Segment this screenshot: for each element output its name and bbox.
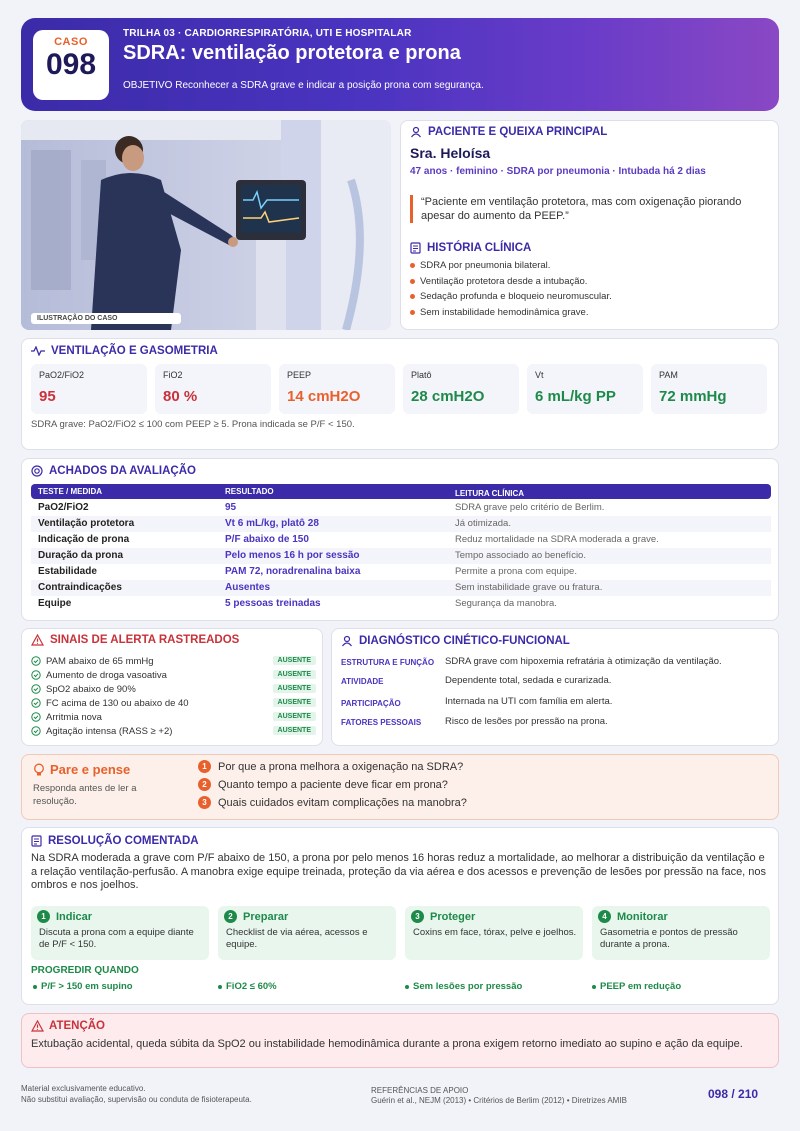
cell-result: Ausentes: [225, 582, 271, 593]
step-card: [405, 906, 583, 960]
alert-text: PAM abaixo de 65 mmHg: [46, 655, 154, 667]
metric-value: 6 mL/kg PP: [535, 388, 616, 405]
ventilation-section-label: VENTILAÇÃO E GASOMETRIA: [51, 345, 218, 357]
attention-title: [31, 1020, 105, 1032]
criterion-text: PEEP em redução: [600, 981, 682, 992]
cell-test: Ventilação protetora: [38, 518, 135, 529]
think-card: [21, 754, 779, 820]
case-label: CASO: [54, 36, 88, 48]
patient-meta: 47 anos · feminino · SDRA por pneumonia · Intubada há 2 dias: [410, 166, 706, 177]
ventilation-section-title: [31, 345, 218, 357]
history-item: [410, 258, 612, 274]
alert-item: [31, 724, 316, 738]
alert-text: Agitação intensa (RASS ≥ +2): [46, 725, 173, 737]
case-header: [21, 18, 779, 111]
check-circle-icon: [31, 684, 41, 694]
alert-item: [31, 710, 316, 724]
cell-result: 95: [225, 502, 237, 513]
step-number: 2: [224, 910, 237, 923]
attention-text: Extubação acidental, queda súbita da SpO2 ou instabilidade hemodinâmica durante a prona exigem retorno imediato ao supino e ação da equipe.: [31, 1038, 743, 1050]
diagnosis-value: Dependente total, sedada e curarizada.: [445, 675, 612, 686]
status-badge: AUSENTE: [273, 684, 316, 693]
cell-reading: Tempo associado ao benefício.: [455, 550, 586, 561]
history-text: Sedação profunda e bloqueio neuromuscular.: [420, 291, 612, 303]
diagnosis-value: Internada na UTI com família em alerta.: [445, 696, 613, 707]
check-circle-icon: [31, 656, 41, 666]
cell-test: Indicação de prona: [38, 534, 130, 545]
metric-peep: [279, 364, 395, 414]
history-text: Ventilação protetora desde a intubação.: [420, 275, 588, 287]
resolution-text: Na SDRA moderada a grave com P/F abaixo de 150, a prona por pelo menos 16 horas reduz a mortalidade, ao melhorar a distribuição da ventilação e a relação ventilação-perfusão. A manobra exige equipe treinada, proteção da via aérea e dos acessos e prevenção de lesões por pressão na face, nos ombros e nos joelhos.: [31, 852, 767, 891]
metric-plato: [403, 364, 519, 414]
bullet-icon: [405, 985, 409, 989]
page-number: 098 / 210: [708, 1087, 759, 1101]
table-row: [31, 548, 771, 564]
history-label: HISTÓRIA CLÍNICA: [427, 242, 532, 254]
history-text: SDRA por pneumonia bilateral.: [420, 260, 551, 272]
disclaimer-line: Material exclusivamente educativo.: [21, 1084, 146, 1093]
progress-criterion: [218, 981, 277, 992]
table-row: [31, 532, 771, 548]
step-card: [218, 906, 396, 960]
think-subtitle: Responda antes de ler a resolução.: [33, 783, 137, 807]
criterion-text: P/F > 150 em supino: [41, 981, 133, 992]
step-title: [37, 910, 92, 923]
cell-reading: Sem instabilidade grave ou fratura.: [455, 582, 603, 593]
table-row: [31, 516, 771, 532]
alert-item: [31, 682, 316, 696]
case-number: 098: [45, 48, 97, 81]
history-item: [410, 289, 612, 305]
progress-criterion: [33, 981, 133, 992]
column-header: TESTE / MEDIDA: [38, 487, 103, 496]
think-title: [33, 762, 130, 777]
history-item: [410, 305, 612, 321]
footer-disclaimer: [21, 1084, 252, 1105]
progress-title: PROGREDIR QUANDO: [31, 965, 139, 976]
objective-text: OBJETIVO Reconhecer a SDRA grave e indicar a posição prona com segurança.: [123, 80, 484, 91]
step-title-text: Preparar: [243, 910, 289, 923]
metric-pao2-fio2: [31, 364, 147, 414]
status-badge: AUSENTE: [273, 698, 316, 707]
metric-value: 72 mmHg: [659, 388, 727, 405]
metric-label: FiO2: [163, 370, 183, 380]
chief-complaint-quote: “Paciente em ventilação protetora, mas com oxigenação piorando apesar do aumento da PEEP.”: [410, 195, 765, 223]
findings-section-label: ACHADOS DA AVALIAÇÃO: [49, 465, 196, 477]
patient-section-label: PACIENTE E QUEIXA PRINCIPAL: [428, 126, 608, 138]
criterion-text: FiO2 ≤ 60%: [226, 981, 277, 992]
warning-icon: [31, 1020, 44, 1032]
check-circle-icon: [31, 670, 41, 680]
alert-text: Arritmia nova: [46, 711, 102, 723]
diagnosis-value: Risco de lesões por pressão na prona.: [445, 716, 608, 727]
page-title: SDRA: ventilação protetora e prona: [123, 42, 461, 64]
bullet-icon: [410, 310, 415, 315]
alert-item: [31, 668, 316, 682]
bullet-icon: [592, 985, 596, 989]
bullet-icon: [410, 263, 415, 268]
table-row: [31, 580, 771, 596]
cell-result: PAM 72, noradrenalina baixa: [225, 566, 361, 577]
diagnosis-section-title: [341, 635, 570, 647]
illustration-caption: ILUSTRAÇÃO DO CASO: [31, 313, 181, 324]
criterion-text: Sem lesões por pressão: [413, 981, 523, 992]
diagnosis-label: FATORES PESSOAIS: [341, 718, 422, 727]
cell-reading: Já otimizada.: [455, 518, 511, 529]
target-icon: [31, 465, 43, 477]
history-text: Sem instabilidade hemodinâmica grave.: [420, 306, 589, 318]
metric-value: 28 cmH2O: [411, 388, 485, 405]
history-title: [410, 242, 531, 254]
history-item: [410, 274, 612, 290]
cell-test: PaO2/FiO2: [38, 502, 89, 513]
patient-section-title: [410, 126, 607, 138]
diagnosis-value: SDRA grave com hipoxemia refratária à otimização da ventilação.: [445, 656, 722, 667]
question-text: Quanto tempo a paciente deve ficar em prona?: [218, 778, 448, 791]
metric-value: 80 %: [163, 388, 198, 405]
question-text: Quais cuidados evitam complicações na manobra?: [218, 796, 467, 809]
question-number: 3: [198, 796, 211, 809]
references-title: REFERÊNCIAS DE APOIO: [371, 1086, 469, 1095]
question-item: [198, 778, 448, 791]
resolution-card: [21, 827, 779, 1005]
cell-reading: Reduz mortalidade na SDRA moderada a grave.: [455, 534, 659, 545]
ventilation-card: [21, 338, 779, 450]
cell-result: Vt 6 mL/kg, platô 28: [225, 518, 319, 529]
lightbulb-icon: [33, 763, 45, 777]
person-icon: [410, 126, 422, 138]
warning-icon: [31, 634, 44, 646]
table-row: [31, 500, 771, 516]
step-title-text: Proteger: [430, 910, 476, 923]
status-badge: AUSENTE: [273, 712, 316, 721]
bullet-icon: [410, 294, 415, 299]
bullet-icon: [218, 985, 222, 989]
cell-test: Contraindicações: [38, 582, 122, 593]
diagnosis-label: ESTRUTURA E FUNÇÃO: [341, 658, 435, 667]
step-number: 4: [598, 910, 611, 923]
diagnosis-section-label: DIAGNÓSTICO CINÉTICO-FUNCIONAL: [359, 635, 570, 647]
status-badge: AUSENTE: [273, 670, 316, 679]
case-badge: [33, 30, 109, 100]
icu-scene-image: [21, 120, 391, 330]
ventilation-note: SDRA grave: PaO2/FiO2 ≤ 100 com PEEP ≥ 5. Prona indicada se P/F < 150.: [31, 419, 355, 430]
check-circle-icon: [31, 698, 41, 708]
findings-card: [21, 458, 779, 621]
question-number: 2: [198, 778, 211, 791]
alert-text: FC acima de 130 ou abaixo de 40: [46, 697, 189, 709]
step-number: 3: [411, 910, 424, 923]
step-description: Discuta a prona com a equipe diante de P/F < 150.: [39, 927, 194, 950]
question-number: 1: [198, 760, 211, 773]
cell-test: Estabilidade: [38, 566, 97, 577]
step-number: 1: [37, 910, 50, 923]
cell-test: Duração da prona: [38, 550, 124, 561]
table-row: [31, 564, 771, 580]
alert-text: SpO2 abaixo de 90%: [46, 683, 136, 695]
step-title: [598, 910, 668, 923]
cell-reading: Segurança da manobra.: [455, 598, 557, 609]
step-card: [592, 906, 770, 960]
check-circle-icon: [31, 726, 41, 736]
attention-card: [21, 1013, 779, 1068]
metric-label: PEEP: [287, 370, 312, 380]
bullet-icon: [33, 985, 37, 989]
cell-result: Pelo menos 16 h por sessão: [225, 550, 360, 561]
metric-fio2: [155, 364, 271, 414]
metric-pam: [651, 364, 767, 414]
metric-vt: [527, 364, 643, 414]
metric-label: Platô: [411, 370, 432, 380]
document-icon: [410, 242, 421, 254]
table-row: [31, 596, 771, 612]
diagnosis-card: [331, 628, 779, 746]
step-description: Checklist de via aérea, acessos e equipe.: [226, 927, 368, 950]
cell-reading: Permite a prona com equipe.: [455, 566, 577, 577]
findings-section-title: [31, 465, 196, 477]
case-illustration: [21, 120, 391, 330]
question-item: [198, 796, 467, 809]
alert-item: [31, 696, 316, 710]
metric-label: PaO2/FiO2: [39, 370, 85, 380]
progress-criterion: [405, 981, 522, 992]
column-header: LEITURA CLÍNICA: [455, 489, 525, 498]
column-header: RESULTADO: [225, 487, 274, 496]
cell-result: 5 pessoas treinadas: [225, 598, 321, 609]
diagnosis-label: ATIVIDADE: [341, 677, 384, 686]
cell-reading: SDRA grave pelo critério de Berlim.: [455, 502, 605, 513]
patient-name: Sra. Heloísa: [410, 145, 491, 161]
disclaimer-line: Não substitui avaliação, supervisão ou conduta de fisioterapeuta.: [21, 1094, 252, 1104]
pulse-icon: [31, 346, 45, 356]
attention-title-text: ATENÇÃO: [49, 1020, 106, 1032]
step-description: Coxins em face, tórax, pelve e joelhos.: [413, 927, 577, 938]
step-card: [31, 906, 209, 960]
alerts-section-label: SINAIS DE ALERTA RASTREADOS: [50, 634, 240, 646]
bullet-icon: [410, 279, 415, 284]
trail-label: TRILHA 03 · CARDIORRESPIRATÓRIA, UTI E HOSPITALAR: [123, 28, 412, 39]
question-item: [198, 760, 463, 773]
findings-table-header: [31, 484, 771, 499]
alert-item: [31, 654, 316, 668]
footer-references: [371, 1086, 627, 1106]
check-circle-icon: [31, 712, 41, 722]
progress-criterion: [592, 981, 681, 992]
alerts-card: [21, 628, 323, 746]
history-list: [410, 258, 612, 320]
metric-label: PAM: [659, 370, 678, 380]
alert-text: Aumento de droga vasoativa: [46, 669, 167, 681]
step-title-text: Monitorar: [617, 910, 668, 923]
resolution-section-title: [31, 835, 199, 847]
patient-card: [400, 120, 779, 330]
step-title: [224, 910, 288, 923]
question-text: Por que a prona melhora a oxigenação na SDRA?: [218, 760, 464, 773]
think-title-text: Pare e pense: [50, 762, 131, 777]
step-title: [411, 910, 475, 923]
metric-value: 14 cmH2O: [287, 388, 361, 405]
alerts-section-title: [31, 634, 239, 646]
diagnosis-label: PARTICIPAÇÃO: [341, 699, 401, 708]
step-title-text: Indicar: [56, 910, 93, 923]
person-icon: [341, 635, 353, 647]
cell-test: Equipe: [38, 598, 72, 609]
document-icon: [31, 835, 42, 847]
references-text: Guérin et al., NEJM (2013) • Critérios de Berlim (2012) • Diretrizes AMIB: [371, 1096, 627, 1105]
cell-result: P/F abaixo de 150: [225, 534, 309, 545]
metric-label: Vt: [535, 370, 544, 380]
resolution-section-label: RESOLUÇÃO COMENTADA: [48, 835, 199, 847]
status-badge: AUSENTE: [273, 656, 316, 665]
status-badge: AUSENTE: [273, 726, 316, 735]
step-description: Gasometria e pontos de pressão durante a prona.: [600, 927, 738, 950]
metric-value: 95: [39, 388, 56, 405]
